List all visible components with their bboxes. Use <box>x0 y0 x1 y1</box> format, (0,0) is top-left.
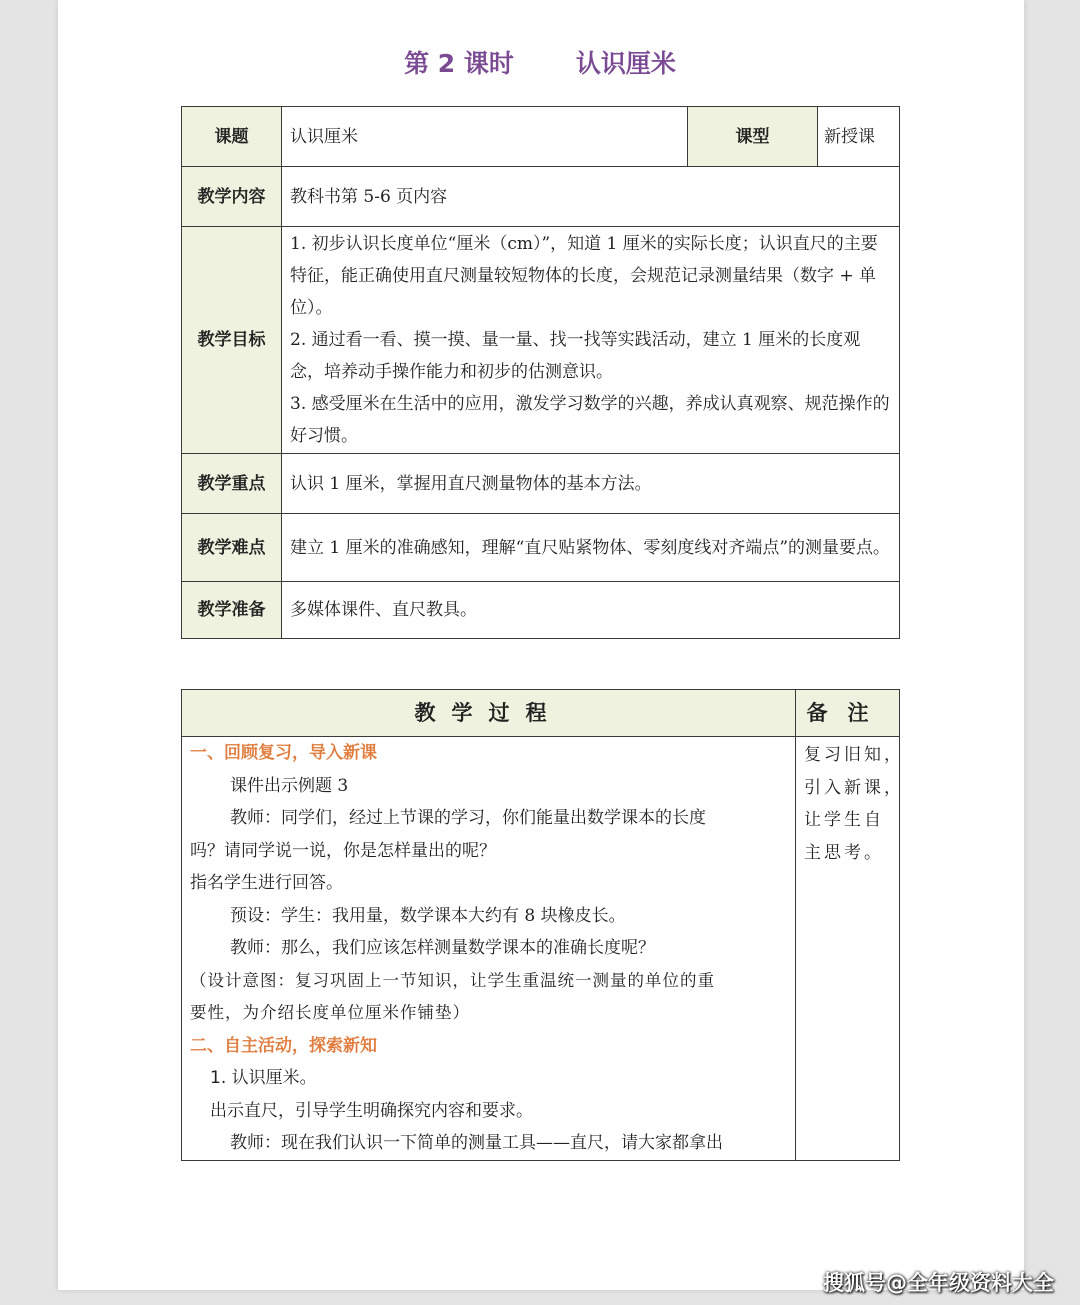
objectives-row <box>182 227 900 454</box>
lesson-info-table <box>181 106 900 639</box>
process-content <box>182 737 796 1161</box>
design-note: 要性，为介绍长度单位厘米作铺垫） <box>190 1003 470 1022</box>
remark-line: 让学生自 <box>804 810 884 830</box>
objectives-value <box>282 227 900 454</box>
remark-content <box>796 737 904 1161</box>
process-line: 预设：学生：我用量，数学课本大约有 8 块橡皮长。 <box>230 905 626 926</box>
keypoint-row <box>182 454 900 514</box>
topic-row <box>182 107 900 167</box>
process-body-row <box>182 737 900 1161</box>
teaching-process-table <box>181 689 904 1161</box>
objective-item: 2. 通过看一看、摸一摸、量一量、找一找等实践活动，建立 1 厘米的长度观念，培养动手操作能力和初步的估测意识。 <box>290 330 861 382</box>
type-label: 课型 <box>688 107 818 167</box>
lesson-number: 第 2 课时 <box>404 49 514 78</box>
difficulty-label: 教学难点 <box>182 514 282 582</box>
prep-value: 多媒体课件、直尺教具。 <box>282 582 900 639</box>
objectives-label: 教学目标 <box>182 227 282 454</box>
objective-item: 3. 感受厘米在生活中的应用，激发学习数学的兴趣，养成认真观察、规范操作的好习惯。 <box>290 394 890 446</box>
remark-line: 主思考。 <box>804 842 884 863</box>
topic-value: 认识厘米 <box>282 107 688 167</box>
prep-label: 教学准备 <box>182 582 282 639</box>
difficulty-value: 建立 1 厘米的准确感知，理解“直尺贴紧物体、零刻度线对齐端点”的测量要点。 <box>282 514 900 582</box>
process-line: 教师：现在我们认识一下简单的测量工具——直尺，请大家都拿出 <box>230 1133 723 1153</box>
page-title <box>0 44 1080 80</box>
content-label: 教学内容 <box>182 167 282 227</box>
process-line: 出示直尺，引导学生明确探究内容和要求。 <box>210 1100 533 1121</box>
process-line: 吗？请同学说一说，你是怎样量出的呢？ <box>190 840 496 861</box>
subsection-heading: 1. 认识厘米。 <box>210 1068 317 1088</box>
process-header: 教学过程 <box>182 690 796 737</box>
content-row <box>182 167 900 227</box>
remark-line: 复习旧知， <box>804 745 904 765</box>
section-heading: 一、回顾复习，导入新课 <box>190 743 377 763</box>
process-header-row <box>182 690 900 737</box>
keypoint-label: 教学重点 <box>182 454 282 514</box>
content-value: 教科书第 5-6 页内容 <box>282 167 900 227</box>
watermark: 搜狐号@全年级资料大全 <box>823 1271 1054 1295</box>
process-line: 指名学生进行回答。 <box>190 873 343 893</box>
difficulty-row <box>182 514 900 582</box>
type-value: 新授课 <box>818 107 900 167</box>
keypoint-value: 认识 1 厘米，掌握用直尺测量物体的基本方法。 <box>282 454 900 514</box>
topic-label: 课题 <box>182 107 282 167</box>
process-line: 教师：那么，我们应该怎样测量数学课本的准确长度呢？ <box>230 938 655 958</box>
objective-item: 1. 初步认识长度单位“厘米（cm）”，知道 1 厘米的实际长度；认识直尺的主要特征，能正确使用直尺测量较短物体的长度，会规范记录测量结果（数字 + 单位）。 <box>290 234 878 318</box>
remark-line: 引入新课， <box>804 777 904 798</box>
process-line: 教师：同学们，经过上节课的学习，你们能量出数学课本的长度 <box>230 808 706 828</box>
lesson-topic: 认识厘米 <box>575 49 676 78</box>
prep-row <box>182 582 900 639</box>
design-note: （设计意图：复习巩固上一节知识，让学生重温统一测量的单位的重 <box>190 970 715 990</box>
remark-header: 备注 <box>796 690 900 737</box>
section-heading: 二、自主活动，探索新知 <box>190 1035 377 1056</box>
process-line: 课件出示例题 3 <box>230 775 349 796</box>
